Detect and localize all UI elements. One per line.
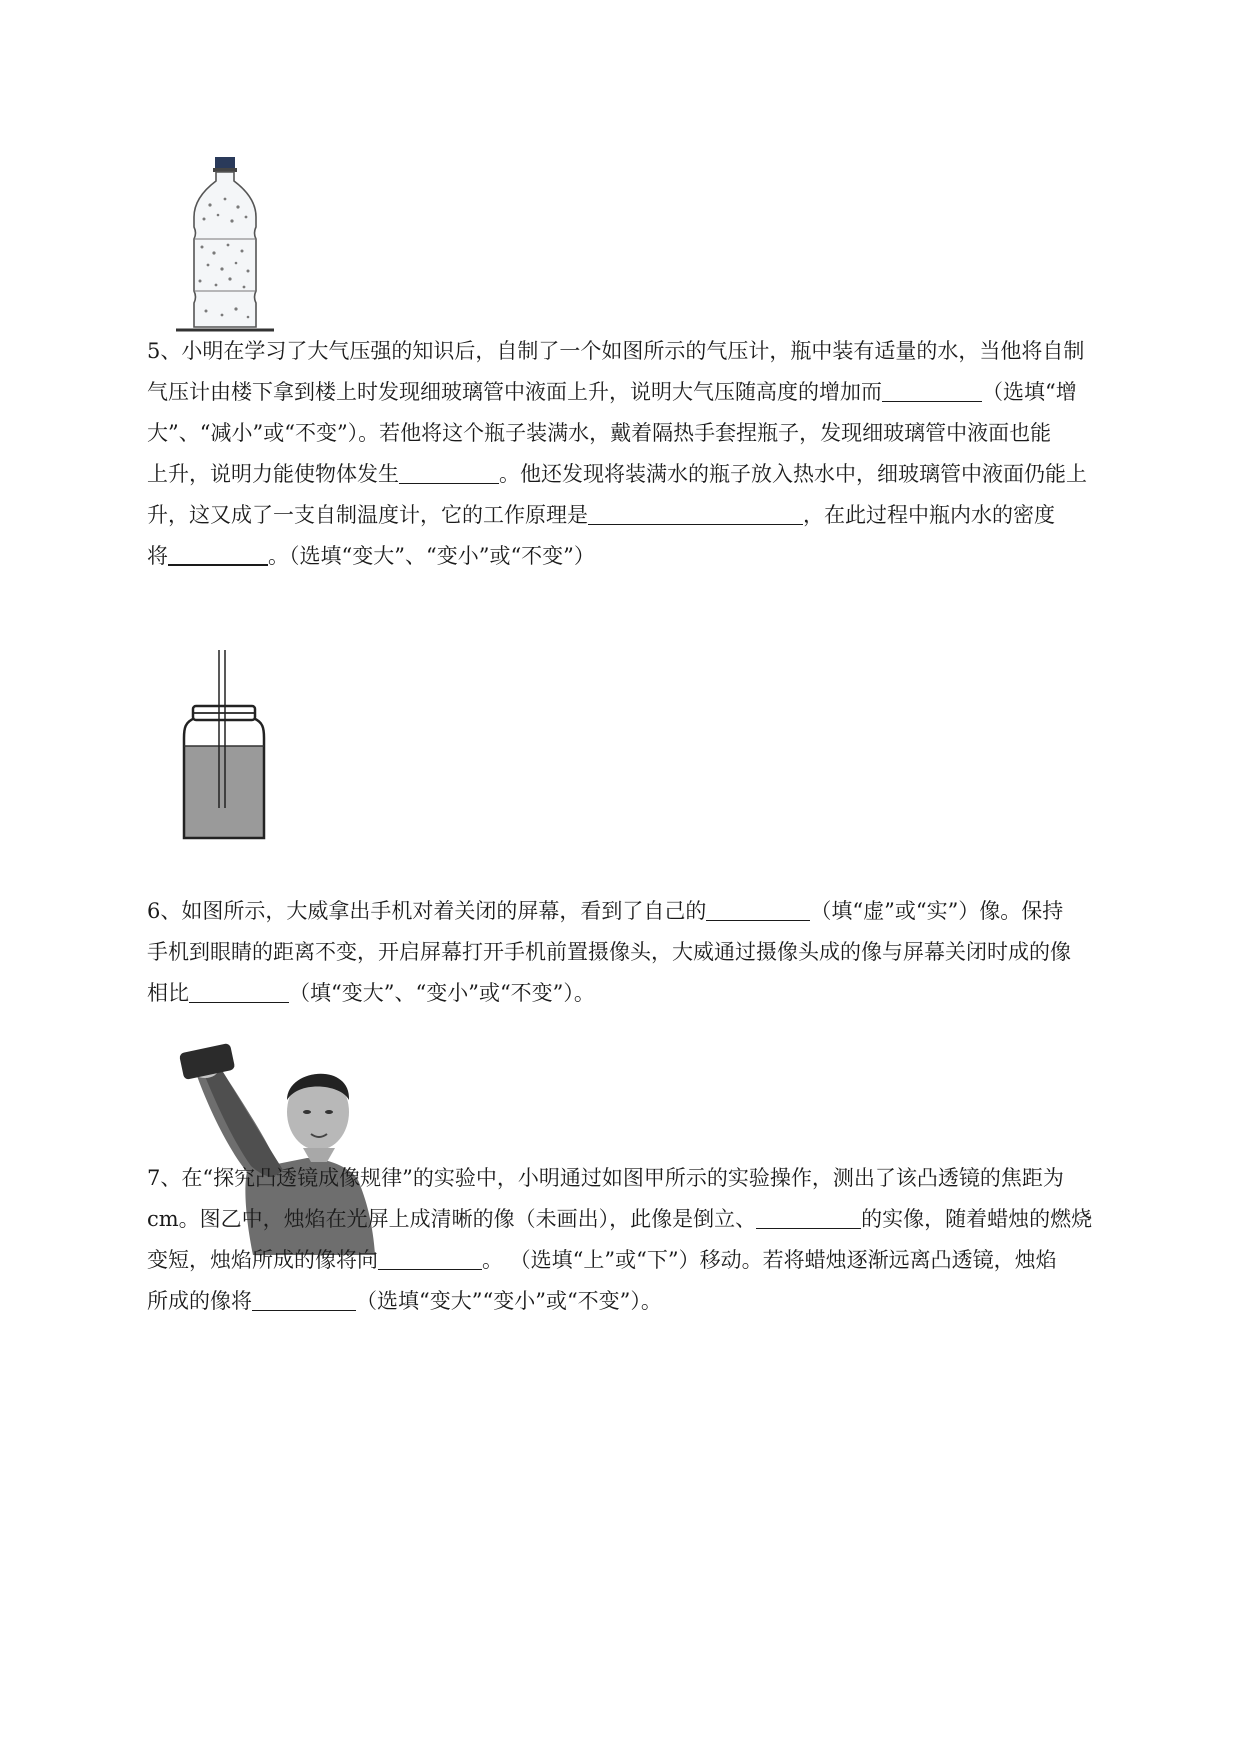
bottle-figure xyxy=(170,155,280,335)
question-7 xyxy=(147,1158,1161,1322)
q5-line-6: 将 。（选填“变大”、“变小”或“不变”） xyxy=(147,544,595,568)
q5-line-2: 气压计由楼下拿到楼上时发现细玻璃管中液面上升，说明大气压随高度的增加而 （选填“增 xyxy=(147,380,1077,404)
answer-blank-2[interactable] xyxy=(399,461,499,484)
answer-blank-8[interactable] xyxy=(378,1247,482,1270)
q5-line-1: 5、小明在学习了大气压强的知识后，自制了一个如图所示的气压计，瓶中装有适量的水，当他将自制 xyxy=(147,339,1085,363)
answer-blank-7[interactable] xyxy=(756,1206,861,1229)
q6-line-1: 6、如图所示，大威拿出手机对着关闭的屏幕，看到了自己的 （填“虚”或“实”）像。保持 xyxy=(147,899,1064,923)
q5-line-3: 大”、“减小”或“不变”）。若他将这个瓶子装满水，戴着隔热手套捏瓶子，发现细玻璃管中液面也能 xyxy=(147,421,1052,445)
q5-line-5: 升，这又成了一支自制温度计，它的工作原理是 ，在此过程中瓶内水的密度 xyxy=(147,503,1055,527)
answer-blank-1[interactable] xyxy=(882,379,982,402)
question-6 xyxy=(147,891,1161,1014)
q7-line-3: 变短，烛焰所成的像将向 。 （选填“上”或“下”）移动。若将蜡烛逐渐远离凸透镜，烛焰 xyxy=(147,1248,1057,1272)
jar-barometer-figure xyxy=(175,648,275,843)
answer-blank-3[interactable] xyxy=(588,502,803,525)
q5-line-4: 上升，说明力能使物体发生 。他还发现将装满水的瓶子放入热水中，细玻璃管中液面仍能上 xyxy=(147,462,1087,486)
q7-line-1: 7、在“探究凸透镜成像规律”的实验中，小明通过如图甲所示的实验操作，测出了该凸透镜的焦距为 xyxy=(147,1166,1064,1190)
answer-blank-9[interactable] xyxy=(252,1288,356,1311)
answer-blank-5[interactable] xyxy=(706,898,810,921)
q6-line-2: 手机到眼睛的距离不变，开启屏幕打开手机前置摄像头，大威通过摄像头成的像与屏幕关闭时成的像 xyxy=(147,940,1071,964)
q6-line-3: 相比 （填“变大”、“变小”或“不变”）。 xyxy=(147,981,595,1005)
answer-blank-6[interactable] xyxy=(189,980,289,1003)
answer-blank-4[interactable] xyxy=(168,542,268,566)
q7-line-4: 所成的像将 （选填“变大”“变小”或“不变”）。 xyxy=(147,1289,662,1313)
question-5 xyxy=(147,331,1161,577)
q7-line-2: cm。图乙中，烛焰在光屏上成清晰的像（未画出），此像是倒立、 的实像，随着蜡烛的燃烧 xyxy=(147,1207,1093,1231)
